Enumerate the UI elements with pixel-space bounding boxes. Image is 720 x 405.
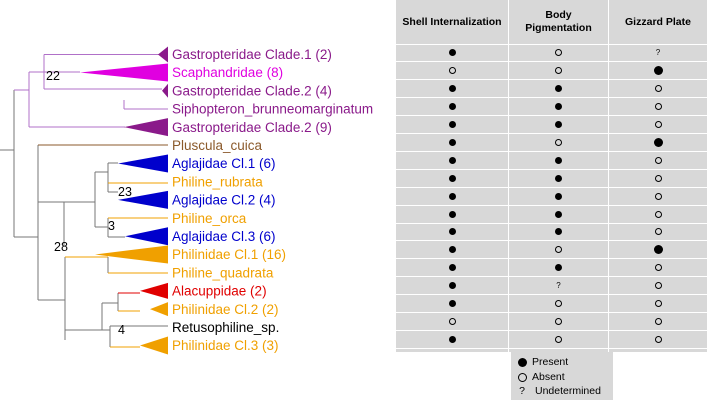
legend-present-label: Present — [532, 356, 569, 368]
collapsed-clade-triangle — [125, 227, 168, 245]
trait-cell-gizzard-plate — [609, 259, 707, 277]
trait-cell-shell-internalization — [396, 241, 508, 259]
present-dot-icon — [449, 49, 456, 56]
collapsed-clade-triangle — [140, 283, 168, 299]
absent-circle-icon — [655, 121, 662, 128]
absent-circle-icon — [655, 211, 662, 218]
absent-circle-icon — [655, 264, 662, 271]
taxon-label: Aglajidae Cl.3 (6) — [172, 229, 276, 244]
taxon-label: Philine_quadrata — [172, 265, 274, 281]
present-dot-icon — [449, 193, 456, 200]
trait-cell-body-pigmentation — [509, 44, 608, 62]
absent-circle-icon — [555, 300, 562, 307]
present-dot-icon — [449, 121, 456, 128]
present-dot-icon — [449, 246, 456, 253]
present-dot-icon — [449, 228, 456, 235]
undetermined-mark: ? — [655, 47, 661, 57]
absent-circle-icon — [655, 103, 662, 110]
present-dot-icon — [555, 175, 562, 182]
trait-cell-gizzard-plate — [609, 241, 707, 259]
taxon-label: Aglajidae Cl.1 (6) — [172, 156, 276, 172]
trait-cell-body-pigmentation — [509, 62, 608, 80]
trait-table — [396, 0, 707, 352]
present-dot-icon — [555, 157, 562, 164]
absent-circle-icon — [655, 85, 662, 92]
present-dot-icon — [449, 85, 456, 92]
trait-cell-body-pigmentation — [509, 134, 608, 152]
header-shell-internalization: Shell Internalization — [402, 15, 502, 28]
trait-cell-gizzard-plate — [609, 116, 707, 134]
trait-cell-body-pigmentation — [509, 169, 608, 187]
trait-cell-gizzard-plate — [609, 277, 707, 295]
present-dot-icon — [555, 85, 562, 92]
node-support-value: 28 — [54, 240, 68, 254]
absent-circle-icon — [449, 318, 456, 325]
present-dot-icon — [449, 157, 456, 164]
trait-cell-shell-internalization — [396, 44, 508, 62]
present-dot-icon — [517, 357, 527, 367]
trait-cell-shell-internalization — [396, 330, 508, 348]
trait-cell-shell-internalization — [396, 223, 508, 241]
absent-circle-icon — [517, 372, 527, 382]
taxon-label: Philinidae Cl.2 (2) — [172, 301, 279, 317]
trait-cell-body-pigmentation — [509, 223, 608, 241]
trait-cell-shell-internalization — [396, 116, 508, 134]
collapsed-clade-triangle — [140, 337, 168, 355]
present-dot-icon — [449, 282, 456, 289]
present-dot-icon — [555, 228, 562, 235]
taxon-label: Gastropteridae Clade.2 (9) — [172, 119, 332, 135]
undetermined-mark: ? — [556, 280, 561, 290]
taxon-label: Philinidae Cl.3 (3) — [172, 338, 279, 354]
collapsed-clade-triangle — [95, 246, 168, 264]
trait-cell-gizzard-plate — [609, 295, 707, 313]
header-body-pigmentation-text: Body Pigmentation — [525, 9, 592, 34]
trait-cell-gizzard-plate — [609, 223, 707, 241]
node-support-value: 22 — [46, 69, 60, 83]
legend-absent — [517, 371, 565, 383]
present-dot-icon — [654, 66, 663, 75]
trait-cell-body-pigmentation — [509, 295, 608, 313]
absent-circle-icon — [555, 336, 562, 343]
present-dot-icon — [555, 193, 562, 200]
absent-circle-icon — [555, 246, 562, 253]
present-dot-icon — [555, 264, 562, 271]
trait-cell-body-pigmentation — [509, 116, 608, 134]
collapsed-clade-triangle — [162, 84, 168, 98]
trait-cell-body-pigmentation — [509, 241, 608, 259]
legend — [511, 352, 613, 400]
legend-present — [517, 356, 568, 368]
taxon-label: Gastropteridae Clade.1 (2) — [172, 47, 332, 62]
absent-circle-icon — [555, 139, 562, 146]
trait-cell-shell-internalization — [396, 187, 508, 205]
present-dot-icon — [555, 121, 562, 128]
legend-undetermined — [517, 385, 601, 397]
trait-cell-gizzard-plate — [609, 313, 707, 331]
trait-cell-shell-internalization — [396, 205, 508, 223]
taxon-label: Scaphandridae (8) — [172, 65, 284, 81]
trait-cell-shell-internalization — [396, 295, 508, 313]
trait-cell-shell-internalization — [396, 98, 508, 116]
header-gizzard-plate: Gizzard Plate — [625, 15, 691, 28]
trait-cell-gizzard-plate — [609, 169, 707, 187]
taxon-label: Pluscula_cuica — [172, 138, 263, 153]
absent-circle-icon — [655, 282, 662, 289]
trait-cell-body-pigmentation — [509, 313, 608, 331]
taxon-label: Philinidae Cl.1 (16) — [172, 247, 287, 263]
taxon-label: Siphopteron_brunneomarginatum — [172, 101, 374, 117]
absent-circle-icon — [449, 67, 456, 74]
trait-cell-gizzard-plate — [609, 330, 707, 348]
trait-cell-shell-internalization — [396, 313, 508, 331]
collapsed-clade-triangle — [150, 302, 168, 316]
collapsed-clade-triangle — [118, 155, 168, 173]
absent-circle-icon — [655, 318, 662, 325]
absent-circle-icon — [655, 193, 662, 200]
absent-circle-icon — [655, 336, 662, 343]
trait-cell-body-pigmentation — [509, 187, 608, 205]
absent-circle-icon — [555, 67, 562, 74]
present-dot-icon — [654, 245, 663, 254]
header-body-pigmentation — [509, 0, 608, 44]
trait-cell-body-pigmentation — [509, 277, 608, 295]
collapsed-clade-triangle — [124, 118, 168, 136]
trait-cell-gizzard-plate — [609, 134, 707, 152]
present-dot-icon — [449, 175, 456, 182]
present-dot-icon — [654, 138, 663, 147]
present-dot-icon — [449, 264, 456, 271]
legend-undetermined-label: Undetermined — [535, 385, 601, 397]
taxon-label: Aglajidae Cl.2 (4) — [172, 192, 276, 208]
trait-cell-shell-internalization — [396, 134, 508, 152]
trait-cell-shell-internalization — [396, 259, 508, 277]
trait-cell-gizzard-plate — [609, 62, 707, 80]
taxon-label: Alacuppidae (2) — [172, 283, 267, 299]
node-support-value: 3 — [108, 219, 115, 233]
trait-cell-shell-internalization — [396, 169, 508, 187]
absent-circle-icon — [555, 49, 562, 56]
trait-cell-gizzard-plate — [609, 80, 707, 98]
taxon-label: Gastropteridae Clade.2 (4) — [172, 83, 332, 99]
absent-circle-icon — [655, 300, 662, 307]
collapsed-clade-triangle — [158, 47, 168, 63]
trait-cell-body-pigmentation — [509, 259, 608, 277]
trait-cell-body-pigmentation — [509, 80, 608, 98]
present-dot-icon — [449, 300, 456, 307]
taxon-label: Philine_rubrata — [172, 174, 263, 190]
taxon-label: Philine_orca — [172, 210, 247, 226]
trait-cell-shell-internalization — [396, 62, 508, 80]
trait-cell-gizzard-plate — [609, 151, 707, 169]
present-dot-icon — [449, 139, 456, 146]
question-mark-icon: ? — [519, 385, 525, 397]
legend-absent-label: Absent — [532, 371, 565, 383]
trait-cell-body-pigmentation — [509, 330, 608, 348]
trait-cell-body-pigmentation — [509, 151, 608, 169]
absent-circle-icon — [555, 318, 562, 325]
trait-cell-gizzard-plate — [609, 44, 707, 62]
absent-circle-icon — [655, 175, 662, 182]
absent-circle-icon — [655, 228, 662, 235]
trait-cell-gizzard-plate — [609, 98, 707, 116]
absent-circle-icon — [655, 157, 662, 164]
node-support-value: 4 — [118, 323, 125, 337]
present-dot-icon — [449, 211, 456, 218]
taxon-label: Retusophiline_sp. — [172, 320, 280, 335]
trait-cell-shell-internalization — [396, 277, 508, 295]
trait-cell-gizzard-plate — [609, 187, 707, 205]
trait-cell-gizzard-plate — [609, 205, 707, 223]
present-dot-icon — [449, 103, 456, 110]
collapsed-clade-triangle — [80, 64, 168, 82]
trait-cell-body-pigmentation — [509, 98, 608, 116]
node-support-value: 23 — [118, 185, 132, 199]
present-dot-icon — [555, 103, 562, 110]
trait-cell-shell-internalization — [396, 80, 508, 98]
present-dot-icon — [555, 211, 562, 218]
present-dot-icon — [449, 336, 456, 343]
trait-cell-body-pigmentation — [509, 205, 608, 223]
trait-cell-shell-internalization — [396, 151, 508, 169]
